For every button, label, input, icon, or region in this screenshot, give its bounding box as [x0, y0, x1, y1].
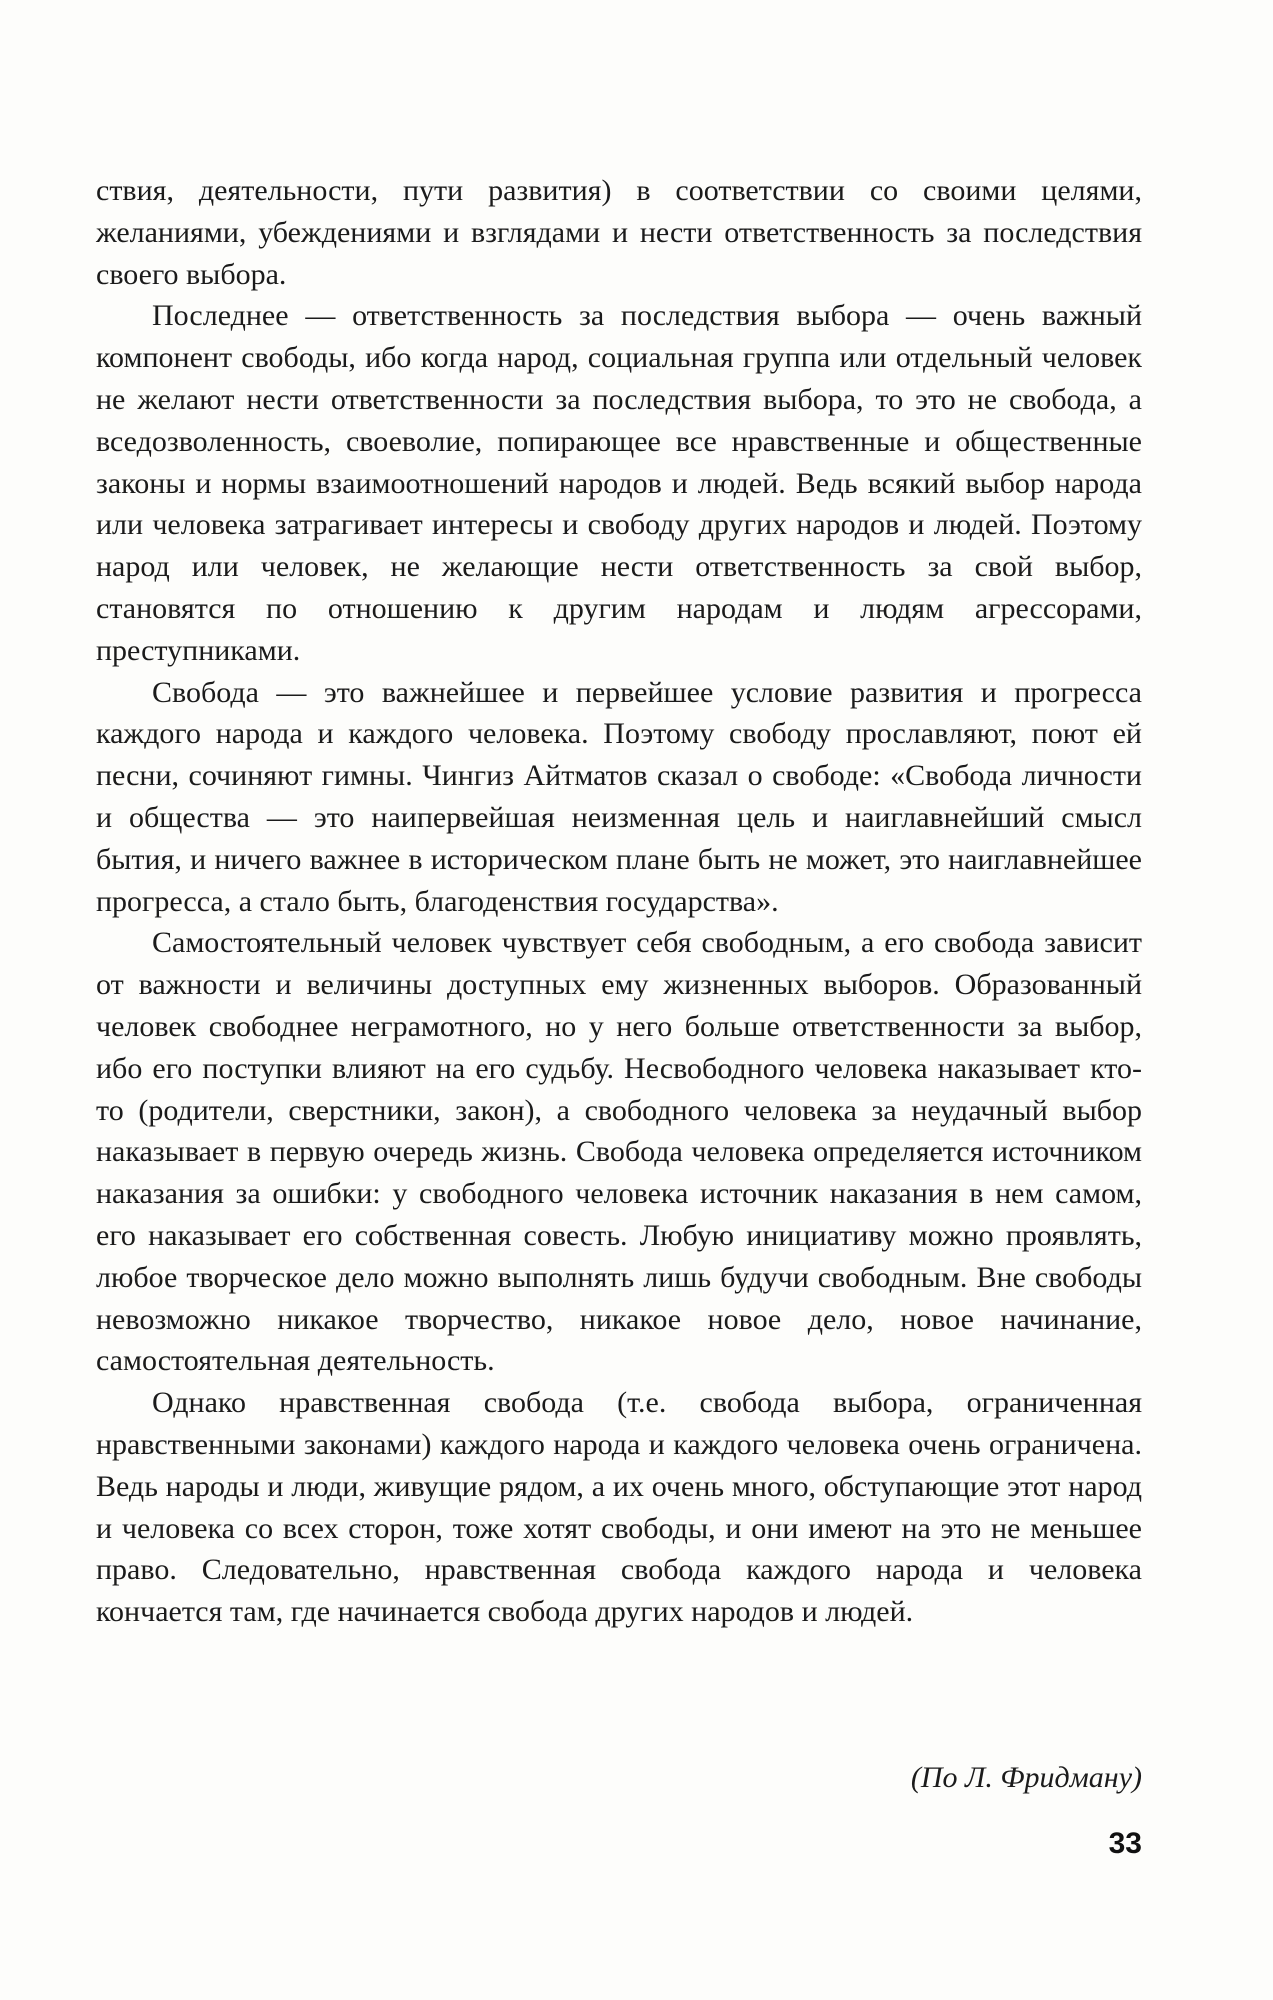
page-body	[96, 170, 1142, 1633]
source-attribution: (По Л. Фридману)	[910, 1761, 1142, 1794]
paragraph-5: Однако нравственная свобода (т.е. свобода выбора, ограниченная нравственными законами) каждого народа и каждого человека очень ограничена. Ведь народы и люди, живущие рядом, а их очень много, обступающие этот народ и человека со всех сторон, тоже хотят свободы, и они имеют на это не меньшее право. Следовательно, нравственная свобода каждого народа и человека кончается там, где начинается свобода других народов и людей.	[96, 1386, 1142, 1629]
paragraph-2: Последнее — ответственность за последствия выбора — очень важный компонент свободы, ибо когда народ, социальная группа или отдельный человек не желают нести ответственности за последствия выбора, то это не свобода, а вседозволенность, своеволие, попирающее все нравственные и общественные законы и нормы взаимоотношений народов и людей. Ведь всякий выбор народа или человека затрагивает интересы и свободу других народов и людей. Поэтому народ или человек, не желающие нести ответственность за свой выбор, становятся по отношению к другим народам и людям агрессорами, преступниками.	[96, 299, 1142, 667]
paragraph-3: Свобода — это важнейшее и первейшее условие развития и прогресса каждого народа и каждого человека. Поэтому свободу прославляют, поют ей песни, сочиняют гимны. Чингиз Айтматов сказал о свободе: «Свобода личности и общества — это наипервейшая неизменная цель и наиглавнейший смысл бытия, и ничего важнее в историческом плане быть не может, это наиглавнейшее прогресса, а стало быть, благоденствия государства».	[96, 675, 1142, 918]
paragraph-4: Самостоятельный человек чувствует себя свободным, а его свобода зависит от важности и величины доступных ему жизненных выборов. Образованный человек свободнее неграмотного, но у него больше ответственности за выбор, ибо его поступки влияют на его судьбу. Несвободного человека наказывает кто-то (родители, сверстники, закон), а свободного человека за неудачный выбор наказывает в первую очередь жизнь. Свобода человека определяется источником наказания за ошибки: у свободного человека источник наказания в нем самом, его наказывает его собственная совесть. Любую инициативу можно проявлять, любое творческое дело можно выполнять лишь будучи свободным. Вне свободы невозможно никакое творчество, никакое новое дело, новое начинание, самостоятельная деятельность.	[96, 926, 1142, 1378]
paragraph-1: ствия, деятельности, пути развития) в соответствии со своими целями, желаниями, убеждениями и взглядами и нести ответственность за последствия своего выбора.	[96, 174, 1142, 291]
page-number: 33	[1108, 1827, 1142, 1860]
